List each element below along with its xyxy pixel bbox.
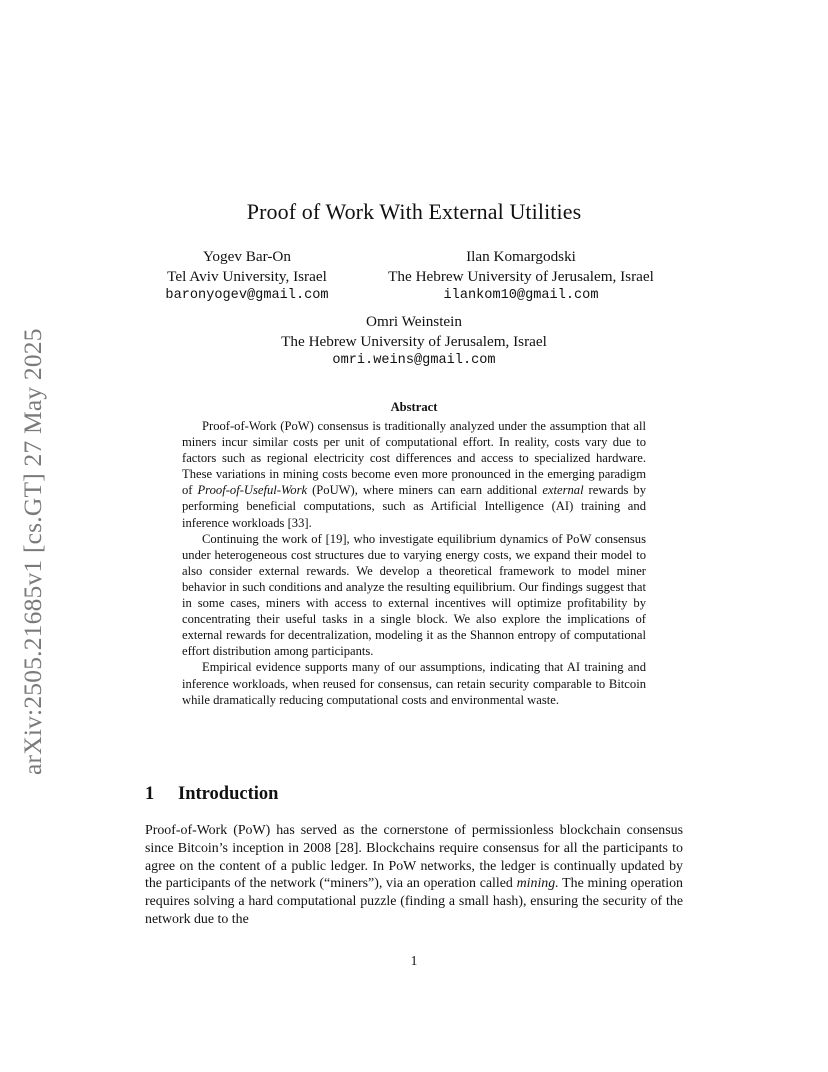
author-name: Omri Weinstein xyxy=(366,313,462,330)
abstract-body xyxy=(182,418,646,708)
author-affiliation: The Hebrew University of Jerusalem, Israel xyxy=(281,332,547,350)
abstract-paragraph-3: Empirical evidence supports many of our assumptions, indicating that AI training and inference workloads, when reused for consensus, can retain security comparable to Bitcoin while dramatically reducing computational costs and environmental waste. xyxy=(182,660,646,707)
introduction-paragraph xyxy=(145,822,683,929)
author-affiliation: The Hebrew University of Jerusalem, Israel xyxy=(388,267,654,285)
abstract-text: Proof-of-Work (PoW) consensus is traditionally analyzed under the assumption that all miners incur similar costs per unit of computational effort. In reality, costs vary due to factors such as regional electricity cost differences and access to specialized hardware. These variations in mining costs become even more pronounced in the emerging paradigm of xyxy=(182,419,646,498)
section-heading xyxy=(145,784,278,805)
page-number: 1 xyxy=(410,953,418,968)
author-name: Yogev Bar-On xyxy=(202,248,291,265)
author-name: Ilan Komargodski xyxy=(466,248,576,265)
section-title: Introduction xyxy=(178,784,279,804)
arxiv-identifier-stamp: arXiv:2505.21685v1 [cs.GT] 27 May 2025 xyxy=(18,328,47,775)
intro-emphasis: mining. xyxy=(516,876,559,892)
abstract-paragraph-2: Continuing the work of [19], who investigate equilibrium dynamics of PoW consensus under heterogeneous cost structures due to varying energy costs, we expand their model to also consider external rewards. We develop a theoretical framework to model miner behavior in such conditions and analyze the resulting equilibrium. Our findings suggest that in some cases, miners with access to external incentives will optimize profitability by concentrating their useful tasks in a single block. We also explore the implications of external rewards for decentralization, modeling it as the Shannon entropy of computational effort distribution among participants. xyxy=(182,531,646,659)
abstract-text: (PoUW), where miners can earn additional xyxy=(307,483,543,498)
author-block-2 xyxy=(360,247,682,306)
author-block-3 xyxy=(250,312,578,371)
abstract-heading: Abstract xyxy=(390,400,438,414)
author-block-1 xyxy=(132,247,362,306)
intro-text: The mining operation requires solving a hard computational puzzle (finding a small hash), ensuring the security of the network due to the xyxy=(145,876,683,927)
paper-title: Proof of Work With External Utilities xyxy=(246,199,582,224)
abstract-emphasis: external xyxy=(542,483,584,498)
section-number: 1 xyxy=(145,784,155,804)
abstract-text: rewards by performing beneficial computations, such as Artificial Intelligence (AI) training and inference workloads [33]. xyxy=(182,483,646,530)
abstract-paragraph-1 xyxy=(182,418,646,531)
author-email[interactable]: omri.weins@gmail.com xyxy=(332,353,496,368)
author-affiliation: Tel Aviv University, Israel xyxy=(167,267,327,285)
abstract-emphasis: Proof-of-Useful-Work xyxy=(197,483,308,498)
author-email[interactable]: ilankom10@gmail.com xyxy=(443,288,599,303)
introduction-body xyxy=(145,822,683,929)
author-email[interactable]: baronyogev@gmail.com xyxy=(165,288,329,303)
intro-text: Proof-of-Work (PoW) has served as the cornerstone of permissionless blockchain consensus since Bitcoin’s inception in 2008 [28]. Blockchains require consensus for all the participants to agree on the content of a public ledger. In PoW networks, the ledger is continually updated by the participants of the network (“miners”), via an operation called xyxy=(145,823,683,892)
